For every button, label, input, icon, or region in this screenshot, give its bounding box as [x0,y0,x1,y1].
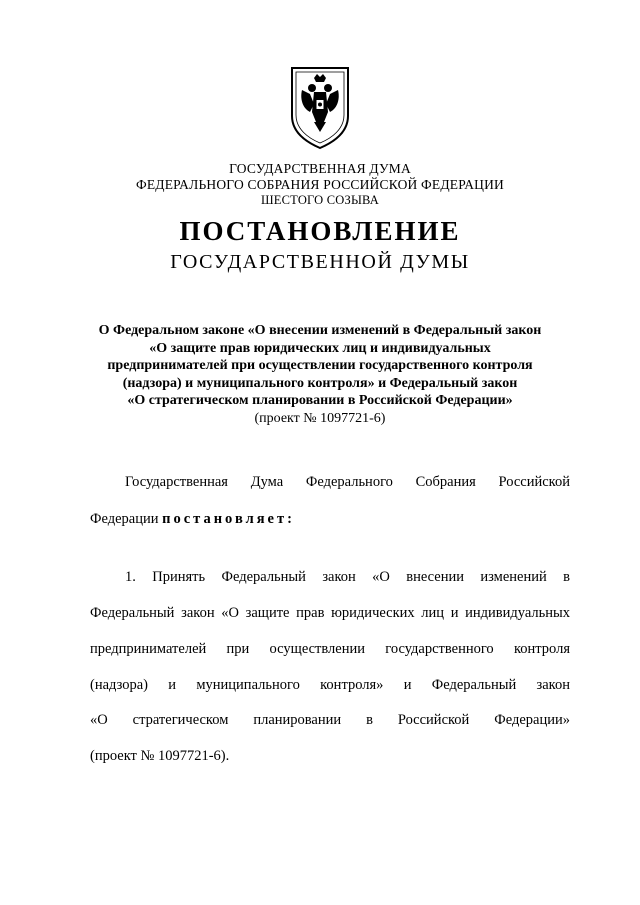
item1-line: (проект № 1097721-6). [90,748,230,764]
header-line-3: ШЕСТОГО СОЗЫВА [260,193,380,207]
preamble-line-2 [90,511,570,528]
subject-line: О Федеральном законе «О внесении изменений в Федеральный закон [98,323,542,338]
draft-number: (проект № 1097721-6) [254,410,386,426]
subject-line: «О защите прав юридических лиц и индивидуальных [149,340,491,356]
preamble-line-1: Государственная Дума Федерального Собрания Российской [125,474,570,490]
item1-line: предпринимателей при осуществлении государственного контроля [90,641,570,657]
item1-line: 1. Принять Федеральный закон «О внесении изменений в [125,569,570,585]
preamble-start: Федерации [90,511,159,527]
document-subtitle: ГОСУДАРСТВЕННОЙ ДУМЫ [170,251,470,273]
subject-block [70,322,570,427]
subject-line: предпринимателей при осуществлении государственного контроля [107,358,533,373]
state-emblem-icon [288,64,352,150]
header-line-2: ФЕДЕРАЛЬНОГО СОБРАНИЯ РОССИЙСКОЙ ФЕДЕРАЦИИ [136,177,504,192]
document-title: ПОСТАНОВЛЕНИЕ [179,216,461,246]
item1-line: «О стратегическом планировании в Российской Федерации» [90,712,570,728]
resolves-word: постановляет: [162,511,295,527]
item1-line: (надзора) и муниципального контроля» и Федеральный закон [90,677,570,693]
item1-line: Федеральный закон «О защите прав юридических лиц и индивидуальных [90,605,570,621]
subject-line: (надзора) и муниципального контроля» и Федеральный закон [122,375,518,391]
subject-line: «О стратегическом планировании в Российской Федерации» [127,393,513,408]
header-line-1: ГОСУДАРСТВЕННАЯ ДУМА [229,161,411,176]
